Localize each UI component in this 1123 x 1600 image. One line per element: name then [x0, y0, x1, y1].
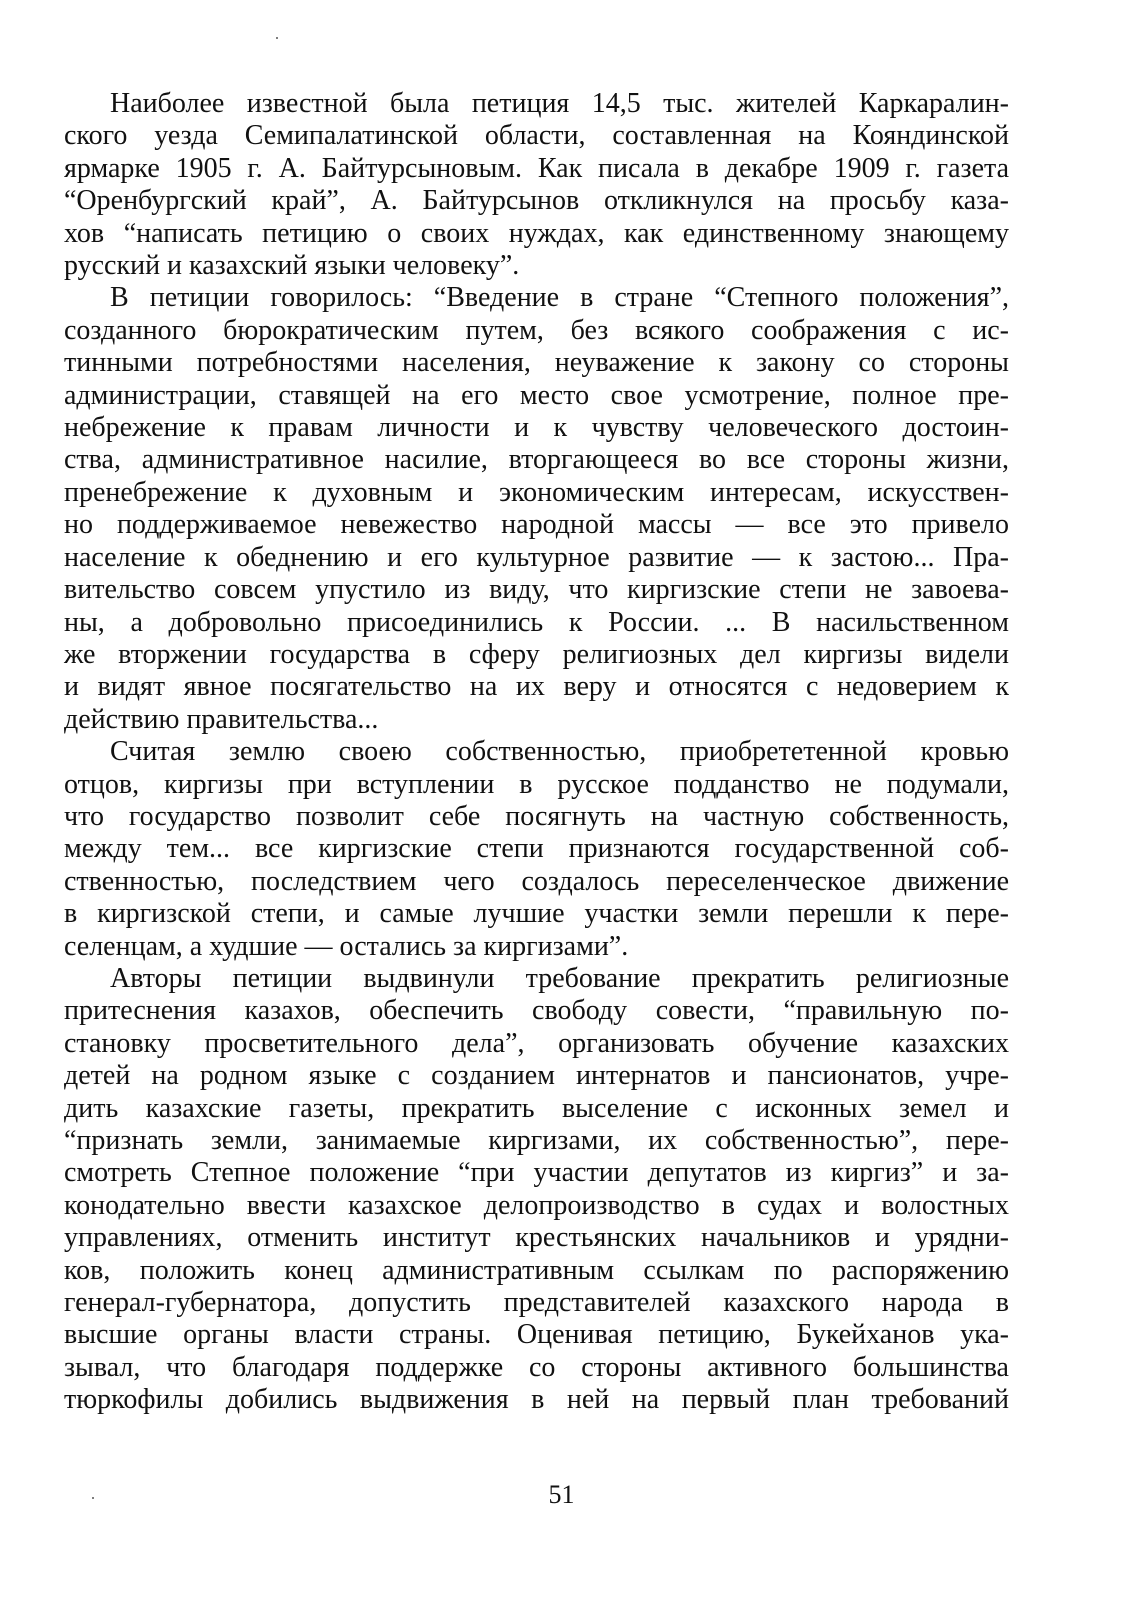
text-line: конодательно ввести казахское делопроизводство в судах и волостных — [64, 1189, 1009, 1221]
text-line: “Оренбургский край”, А. Байтурсынов откликнулся на просьбу каза- — [64, 185, 1009, 217]
text-line: генерал-губернатора, допустить представителей казахского народа в — [64, 1287, 1009, 1319]
text-line: притеснения казахов, обеспечить свободу совести, “правильную по- — [64, 995, 1009, 1027]
text-line: ственностью, последствием чего создалось переселенческое движение — [64, 865, 1009, 897]
page-number: 51 — [548, 1480, 575, 1509]
text-line: ков, положить конец административным ссылкам по распоряжению — [64, 1254, 1009, 1286]
text-line: вительство совсем упустило из виду, что киргизские степи не завоева- — [64, 574, 1009, 606]
text-line: тинными потребностями населения, неуважение к закону со стороны — [64, 347, 1009, 379]
text-line: русский и казахский языки человеку”. — [64, 250, 520, 282]
text-line: зывал, что благодаря поддержке со стороны активного большинства — [64, 1351, 1009, 1383]
text-line: действию правительства... — [64, 703, 379, 735]
text-line: дить казахские газеты, прекратить выселение с исконных земел и — [64, 1092, 1009, 1124]
text-line: становку просветительного дела”, организовать обучение казахских — [64, 1027, 1009, 1059]
text-line: небрежение к правам личности и к чувству человеческого достоин- — [64, 412, 1009, 444]
text-line: смотреть Степное положение “при участии депутатов из киргиз” и за- — [64, 1157, 1009, 1189]
text-line: ства, административное насилие, вторгающееся во все стороны жизни, — [64, 444, 1009, 476]
text-line: пренебрежение к духовным и экономическим интересам, искусствен- — [64, 476, 1009, 508]
text-line: В петиции говорилось: “Введение в стране “Степного положения”, — [110, 282, 1009, 314]
paragraph — [64, 736, 1009, 963]
text-line: тюркофилы добились выдвижения в ней на первый план требований — [64, 1384, 1009, 1416]
text-line: ского уезда Семипалатинской области, составленная на Кояндинской — [64, 120, 1009, 152]
text-line: селенцам, а худшие — остались за киргизами”. — [64, 930, 629, 962]
text-line: хов “написать петицию о своих нуждах, как единственному знающему — [64, 217, 1009, 249]
text-line: Авторы петиции выдвинули требование прекратить религиозные — [110, 962, 1009, 994]
text-line: в киргизской степи, и самые лучшие участки земли перешли к пере- — [64, 898, 1009, 930]
text-line: Считая землю своею собственностью, приобрететенной кровью — [110, 736, 1009, 768]
text-line: высшие органы власти страны. Оценивая петицию, Букейханов ука- — [64, 1319, 1009, 1351]
text-line: между тем... все киргизские степи признаются государственной соб- — [64, 833, 1009, 865]
paragraph — [64, 282, 1009, 736]
text-line: созданного бюрократическим путем, без всякого соображения с ис- — [64, 314, 1009, 346]
text-line: отцов, киргизы при вступлении в русское подданство не подумали, — [64, 768, 1009, 800]
text-line: управлениях, отменить институт крестьянских начальников и урядни- — [64, 1222, 1009, 1254]
text-line: что государство позволит себе посягнуть на частную собственность, — [64, 800, 1009, 832]
text-line: население к обеднению и его культурное развитие — к застою... Пра- — [64, 541, 1009, 573]
body-text — [64, 88, 1009, 1417]
text-line: ярмарке 1905 г. А. Байтурсыновым. Как писала в декабре 1909 г. газета — [64, 152, 1009, 184]
text-line: ны, а добровольно присоединились к России. ... В насильственном — [64, 606, 1009, 638]
text-line: но поддерживаемое невежество народной массы — все это привело — [64, 509, 1009, 541]
scan-speck — [276, 37, 278, 39]
text-line: администрации, ставящей на его место свое усмотрение, полное пре- — [64, 379, 1009, 411]
paragraph — [64, 88, 1009, 282]
text-line: и видят явное посягательство на их веру и относятся с недоверием к — [64, 671, 1009, 703]
text-line: Наиболее известной была петиция 14,5 тыс. жителей Каркаралин- — [110, 88, 1009, 119]
text-line: детей на родном языке с созданием интернатов и пансионатов, учре- — [64, 1060, 1009, 1092]
text-line: же вторжении государства в сферу религиозных дел киргизы видели — [64, 638, 1009, 670]
text-line: “признать земли, занимаемые киргизами, их собственностью”, пере- — [64, 1125, 1009, 1156]
paragraph — [64, 963, 1009, 1417]
